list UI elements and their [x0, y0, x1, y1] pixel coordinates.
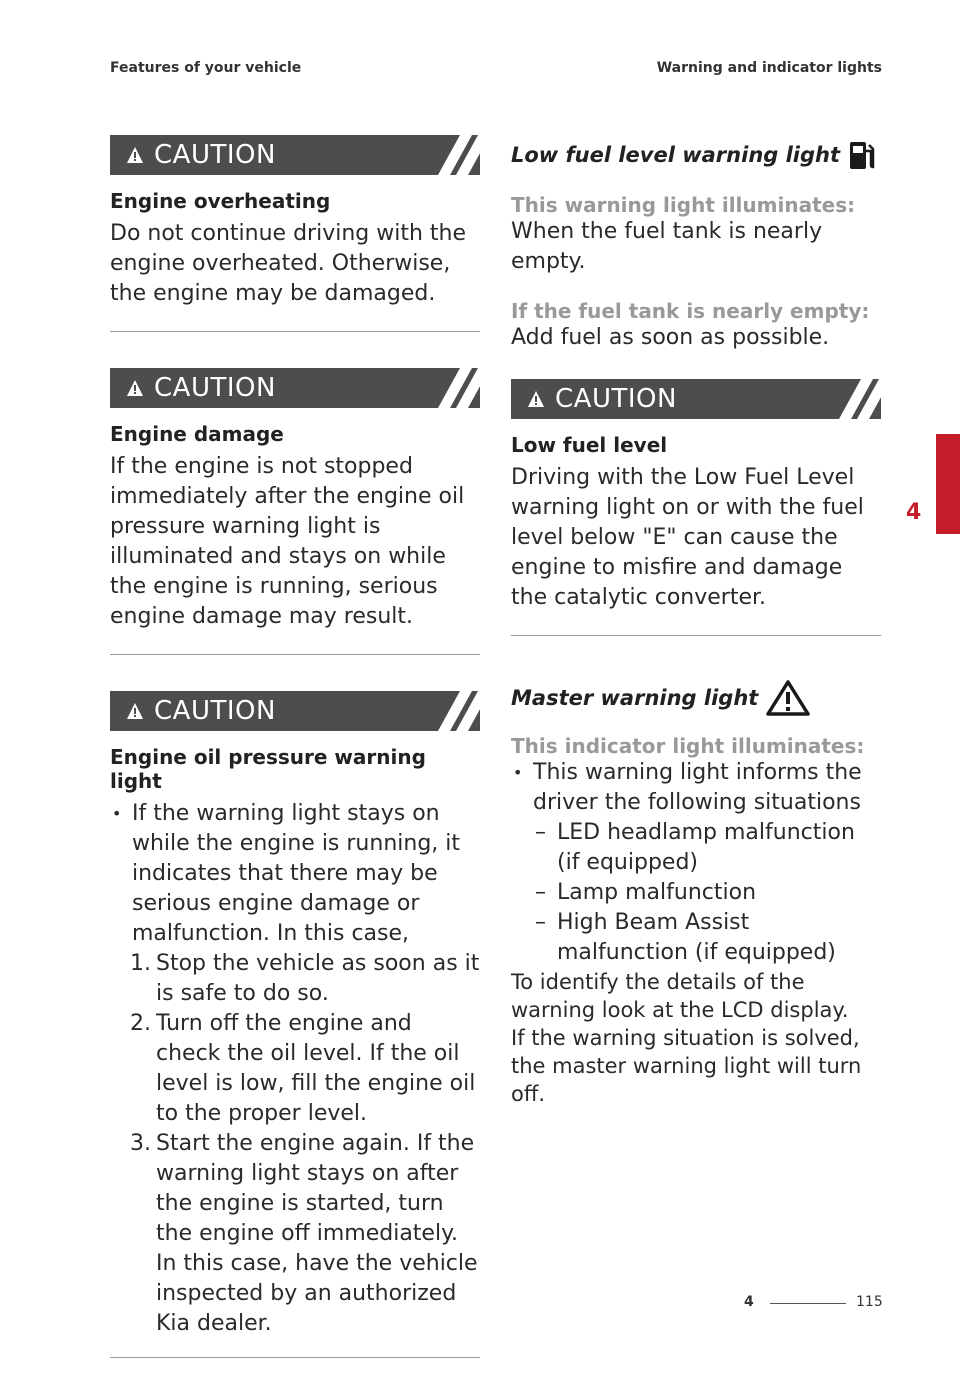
slash-decoration-icon: [420, 368, 480, 408]
caution-bar-oil-pressure: [110, 691, 480, 731]
warning-triangle-icon: [126, 702, 144, 720]
slash-decoration-icon: [420, 135, 480, 175]
caution-label: CAUTION: [555, 384, 677, 414]
caution-bar-engine-damage: [110, 368, 480, 408]
dash-item: – High Beam Assist malfunction (if equipped): [535, 910, 836, 965]
list-item: • This warning light informs the driver the following situations: [511, 758, 881, 818]
subheading: This warning light illuminates:: [511, 193, 856, 217]
divider: [511, 635, 881, 636]
slash-decoration-icon: [420, 691, 480, 731]
body-text: To identify the details of the warning look at the LCD display.: [511, 970, 849, 1022]
caution-title: Low fuel level: [511, 433, 668, 457]
dash-item: – Lamp malfunction: [535, 880, 757, 905]
warning-triangle-icon: [527, 390, 545, 408]
footer-chapter: 4: [744, 1294, 754, 1310]
body-text: When the fuel tank is nearly empty.: [511, 219, 823, 274]
numbered-step: 2. Turn off the engine and check the oil level. If the oil level is low, fill the engine oil to the proper level.: [130, 1011, 476, 1126]
caution-title: Engine damage: [110, 422, 284, 446]
divider: [110, 1357, 480, 1358]
dash-item: – LED headlamp malfunction (if equipped): [535, 820, 855, 875]
caution-title: Engine overheating: [110, 189, 331, 213]
numbered-step: 1. Stop the vehicle as soon as it is safe to do so.: [130, 951, 480, 1006]
subheading: If the fuel tank is nearly empty:: [511, 299, 870, 323]
numbered-step: 3. Start the engine again. If the warning light stays on after the engine is started, turn the engine off immediately. In this case, have the vehicle inspected by an authorized Kia dealer.: [130, 1131, 478, 1336]
list-item: • If the warning light stays on while the engine is running, it indicates that there may be serious engine damage or malfunction. In this case,: [110, 799, 480, 949]
divider: [110, 331, 480, 332]
caution-text: If the engine is not stopped immediately after the engine oil pressure warning light is illuminated and stays on while the engine is running, serious engine damage may result.: [110, 454, 465, 629]
warning-triangle-icon: [126, 379, 144, 397]
chapter-tab-number: 4: [906, 500, 922, 525]
header-chapter-title: Warning and indicator lights: [656, 60, 882, 76]
caution-bar-low-fuel: [511, 379, 881, 419]
caution-text: Driving with the Low Fuel Level warning light on or with the fuel level below "E" can cause the engine to misfire and damage the catalytic converter.: [511, 465, 864, 610]
divider: [110, 654, 480, 655]
left-column: [110, 135, 480, 1394]
caution-bar-overheating: [110, 135, 480, 175]
body-text: Add fuel as soon as possible.: [511, 325, 830, 350]
section-title-master-warning: Master warning light: [511, 678, 881, 718]
caution-text: Do not continue driving with the engine overheated. Otherwise, the engine may be damaged.: [110, 221, 466, 306]
body-text: If the warning situation is solved, the master warning light will turn off.: [511, 1026, 862, 1106]
slash-decoration-icon: [821, 379, 881, 419]
footer-divider: [770, 1303, 846, 1304]
fuel-pump-icon: [848, 139, 876, 171]
caution-title: Engine oil pressure warning light: [110, 745, 426, 793]
caution-label: CAUTION: [154, 140, 276, 170]
chapter-tab: [936, 434, 960, 534]
warning-triangle-icon: [126, 146, 144, 164]
caution-label: CAUTION: [154, 696, 276, 726]
right-column: [511, 135, 881, 1108]
header-section: Features of your vehicle: [110, 60, 302, 76]
caution-label: CAUTION: [154, 373, 276, 403]
master-warning-icon: [766, 680, 810, 716]
section-title-low-fuel: Low fuel level warning light: [511, 135, 881, 175]
subheading: This indicator light illuminates:: [511, 734, 865, 758]
page-number: 115: [856, 1294, 883, 1310]
